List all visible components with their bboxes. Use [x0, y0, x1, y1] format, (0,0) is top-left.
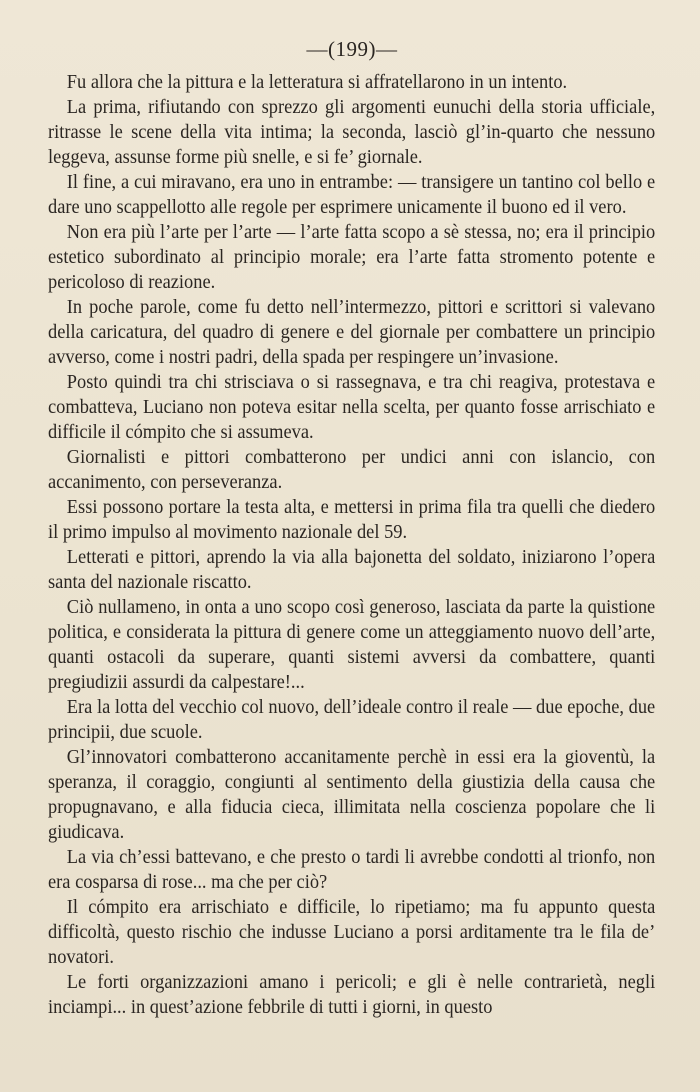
paragraph: La prima, rifiutando con sprezzo gli argomenti eunuchi della storia ufficiale, ritrasse le scene della vita intima; la seconda, lasciò gl’in-quarto che nessuno leggeva, assunse forme più snelle, e si fe’ giornale. — [48, 97, 656, 168]
paragraph: Fu allora che la pittura e la letteratura si affratellarono in un intento. — [66, 72, 568, 93]
paragraph: Giornalisti e pittori combatterono per undici anni con islancio, con accanimento, con perseveranza. — [48, 447, 656, 493]
paragraph: Le forti organizzazioni amano i pericoli; e gli è nelle contrarietà, negli inciampi... in quest’azione febbrile di tutti i giorni, in questo — [48, 972, 656, 1018]
paragraph: Letterati e pittori, aprendo la via alla bajonetta del soldato, iniziarono l’opera santa del nazionale riscatto. — [48, 547, 656, 593]
paragraph: Il fine, a cui miravano, era uno in entrambe: — transigere un tantino col bello e dare uno scappellotto alle regole per esprimere unicamente il buono ed il vero. — [48, 172, 656, 218]
paragraph: Posto quindi tra chi strisciava o si rassegnava, e tra chi reagiva, protestava e combatteva, Luciano non poteva esitar nella scelta, per quanto fosse arrischiato e difficile il cómpito che si assumeva. — [48, 372, 656, 443]
body-text — [48, 70, 655, 1020]
paragraph: Era la lotta del vecchio col nuovo, dell’ideale contro il reale — due epoche, due principii, due scuole. — [48, 697, 656, 743]
paragraph: Il cómpito era arrischiato e difficile, lo ripetiamo; ma fu appunto questa difficoltà, questo rischio che indusse Luciano a porsi arditamente tra le fila de’ novatori. — [48, 897, 656, 968]
paragraph: Ciò nullameno, in onta a uno scopo così generoso, lasciata da parte la quistione politica, e considerata la pittura di genere come un atteggiamento nuovo dell’arte, quanti ostacoli da superare, quanti sistemi avversi da combattere, quanti pregiudizii assurdi da calpestare!... — [48, 597, 656, 693]
page-number: —(199)— — [306, 37, 398, 61]
paragraph: Gl’innovatori combatterono accanitamente perchè in essi era la gioventù, la speranza, il coraggio, congiunti al sentimento della giustizia della causa che propugnavano, e alla fiducia cieca, illimitata nella coscienza popolare che li giudicava. — [48, 747, 656, 843]
paragraph: La via ch’essi battevano, e che presto o tardi li avrebbe condotti al trionfo, non era cosparsa di rose... ma che per ciò? — [48, 847, 656, 893]
paragraph: In poche parole, come fu detto nell’intermezzo, pittori e scrittori si valevano della caricatura, del quadro di genere e del giornale per combattere un principio avverso, come i nostri padri, della spada per respingere un’invasione. — [48, 297, 656, 368]
paragraph: Essi possono portare la testa alta, e mettersi in prima fila tra quelli che diedero il primo impulso al movimento nazionale del 59. — [48, 497, 656, 543]
paragraph: Non era più l’arte per l’arte — l’arte fatta scopo a sè stessa, no; era il principio estetico subordinato al principio morale; era l’arte fatta stromento potente e pericoloso di reazione. — [48, 222, 656, 293]
